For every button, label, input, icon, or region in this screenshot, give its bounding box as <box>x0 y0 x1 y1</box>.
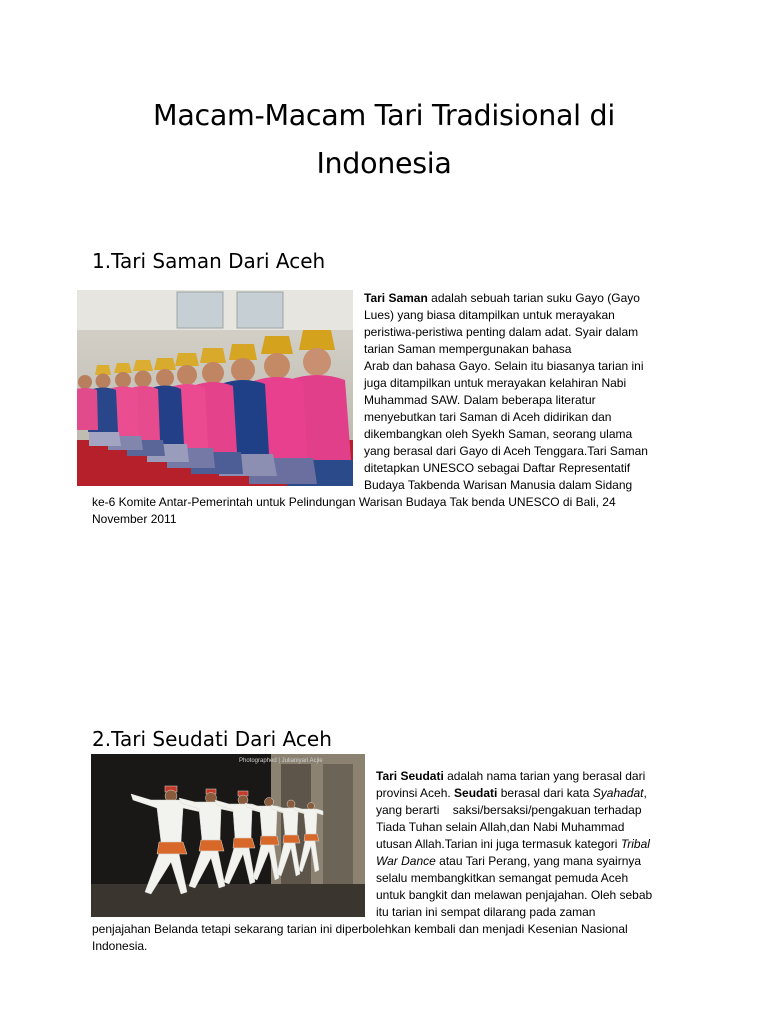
saman-description <box>92 290 674 528</box>
italic-term: War Dance <box>376 854 436 868</box>
text-line: Indonesia. <box>92 939 148 953</box>
text-line: penjajahan Belanda tetapi sekarang tarian ini diperbolehkan kembali dan menjadi Kesenian Nasional <box>92 922 628 936</box>
text-line: peristiwa-peristiwa penting dalam adat. Syair dalam <box>364 325 639 339</box>
bold-term: Seudati <box>454 786 498 800</box>
text-line: juga ditampilkan untuk merayakan kelahiran Nabi <box>364 376 627 390</box>
text-line <box>92 768 674 785</box>
text-line: November 2011 <box>92 512 177 526</box>
text-line: Arab dan bahasa Gayo. Selain itu biasanya tarian ini <box>364 359 644 373</box>
text-run: provinsi Aceh. <box>376 786 455 800</box>
text-line: Muhammad SAW. Dalam beberapa literatur <box>364 393 596 407</box>
text-run: berasal dari kata <box>497 786 593 800</box>
text-line <box>92 785 674 802</box>
text-line: tarian Saman mempergunakan bahasa <box>364 342 572 356</box>
text-run: adalah sebuah tarian suku Gayo (Gayo <box>427 291 640 305</box>
text-line: untuk bangkit dan melawan penjajahan. Oleh sebab <box>376 888 653 902</box>
bold-term: Tari Saman <box>364 291 428 305</box>
italic-term: Syahadat <box>592 786 644 800</box>
text-run: , <box>643 786 647 800</box>
italic-term: Tribal <box>620 837 650 851</box>
text-line: ke-6 Komite Antar-Pemerintah untuk Pelindungan Warisan Budaya Tak benda UNESCO di Bali, 24 <box>92 495 616 509</box>
seudati-description <box>92 768 674 955</box>
bold-term: Tari Seudati <box>376 769 444 783</box>
title-line-2: Indonesia <box>316 147 452 180</box>
text-line: Lues) yang biasa ditampilkan untuk merayakan <box>364 308 615 322</box>
text-line: yang berasal dari Gayo di Aceh Tenggara.Tari Saman <box>364 444 648 458</box>
text-line: Tiada Tuhan selain Allah,dan Nabi Muhammad <box>376 820 625 834</box>
section-heading-seudati: 2.Tari Seudati Dari Aceh <box>92 727 332 751</box>
photo-watermark: Photographed | Julianiyari Acjle <box>239 758 323 764</box>
text-line: ditetapkan UNESCO sebagai Daftar Representatif <box>364 461 631 475</box>
title-line-1: Macam-Macam Tari Tradisional di <box>153 99 615 132</box>
text-line: dikembangkan oleh Syekh Saman, seorang ulama <box>364 427 633 441</box>
text-run: adalah nama tarian yang berasal dari <box>443 769 646 783</box>
text-line: menyebutkan tari Saman di Aceh didirikan dan <box>364 410 612 424</box>
text-run: atau Tari Perang, yang mana syairnya <box>435 854 642 868</box>
page-title <box>0 92 768 188</box>
text-line <box>92 290 674 307</box>
text-line: yang berarti saksi/bersaksi/pengakuan terhadap <box>376 803 642 817</box>
section-heading-saman: 1.Tari Saman Dari Aceh <box>92 249 326 273</box>
text-run: utusan Allah.Tarian ini juga termasuk kategori <box>376 837 621 851</box>
text-line <box>92 853 674 870</box>
text-line: itu tarian ini sempat dilarang pada zaman <box>376 905 596 919</box>
text-line <box>92 836 674 853</box>
text-line: selalu membangkitkan semangat pemuda Aceh <box>376 871 629 885</box>
text-line: Budaya Takbenda Warisan Manusia dalam Sidang <box>364 478 633 492</box>
